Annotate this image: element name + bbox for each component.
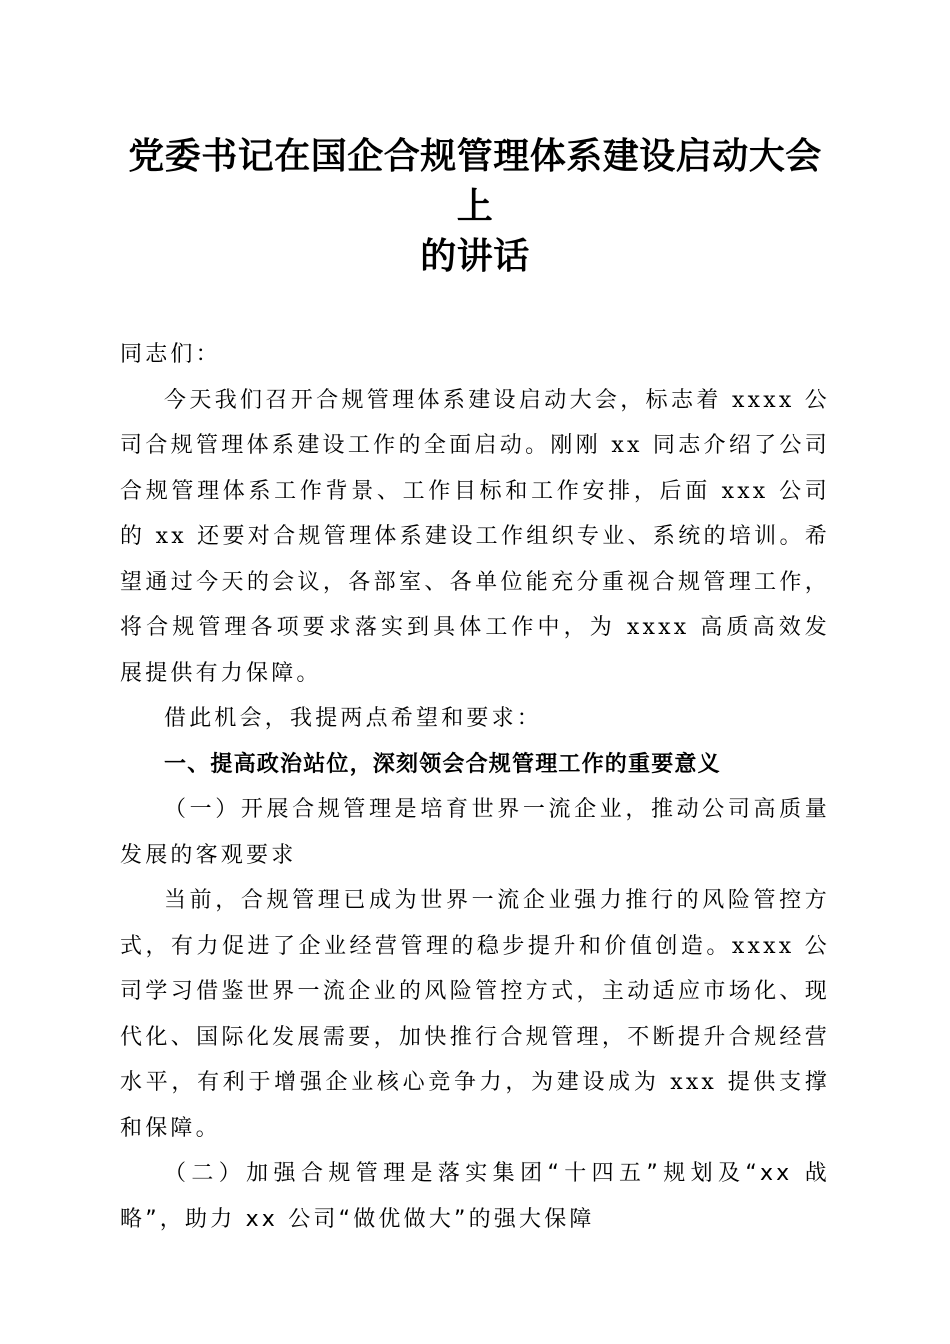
document-title	[120, 132, 830, 282]
section-heading-1: 一、提高政治站位，深刻领会合规管理工作的重要意义	[164, 751, 721, 777]
title-line-1: 党委书记在国企合规管理体系建设启动大会上	[128, 136, 822, 227]
subsection-heading-1: （一）开展合规管理是培育世界一流企业，推动公司高质量发展的客观要求	[120, 797, 830, 868]
salutation: 同志们：	[120, 342, 221, 367]
document-page	[120, 0, 830, 1242]
paragraph-requirements: 借此机会，我提两点希望和要求：	[164, 706, 543, 731]
paragraph-significance: 当前，合规管理已成为世界一流企业强力推行的风险管控方式，有力促进了企业经营管理的稳步提升和价值创造。xxxx 公司学习借鉴世界一流企业的风险管控方式，主动适应市场化、现代化、国际化发展需要，加快推行合规管理，不断提升合规经营水平，有利于增强企业核心竞争力，为建设成为 xxx 提供支撑和保障。	[120, 888, 830, 1141]
document-body	[120, 332, 830, 1242]
title-line-2: 的讲话	[420, 236, 530, 277]
subsection-heading-2: （二）加强合规管理是落实集团“十四五”规划及“xx 战略”，助力 xx 公司“做优做大”的强大保障	[120, 1161, 830, 1232]
paragraph-intro: 今天我们召开合规管理体系建设启动大会，标志着 xxxx 公司合规管理体系建设工作的全面启动。刚刚 xx 同志介绍了公司合规管理体系工作背景、工作目标和工作安排，后面 xxx 公司的 xx 还要对合规管理体系建设工作组织专业、系统的培训。希望通过今天的会议，各部室、各单位能充分重视合规管理工作，将合规管理各项要求落实到具体工作中，为 xxxx 高质高效发展提供有力保障。	[120, 387, 830, 686]
